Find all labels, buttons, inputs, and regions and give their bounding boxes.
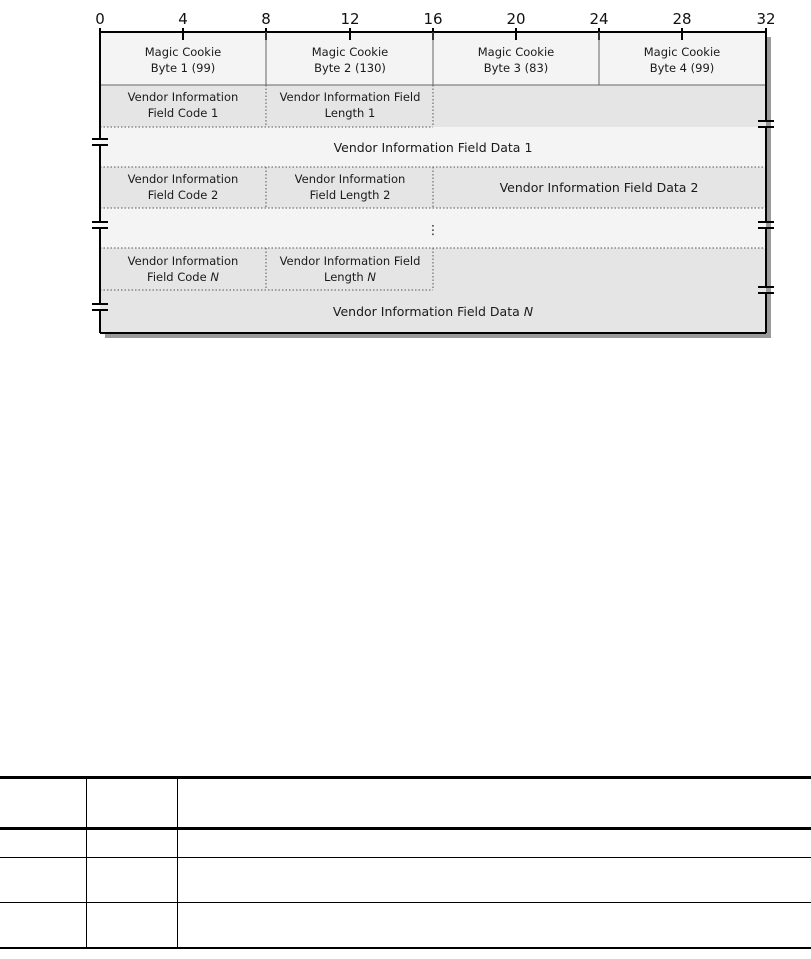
tick-label-24: 24 xyxy=(589,10,609,28)
field-length-n-line2-prefix: Length xyxy=(324,270,368,284)
field-length-2-line1: Vendor Information xyxy=(294,172,406,186)
field-length-1-line1: Vendor Information Field xyxy=(279,90,421,104)
tick-label-28: 28 xyxy=(672,10,692,28)
table-cell xyxy=(0,903,87,948)
table-cell xyxy=(87,858,178,903)
table-row xyxy=(0,903,811,948)
vertical-ellipsis: ⋮ xyxy=(426,222,440,237)
field-code-2-line2: Field Code 2 xyxy=(147,188,219,202)
table-cell xyxy=(0,829,87,858)
field-data-n xyxy=(333,304,534,319)
magic-cookie-byte-1-line1: Magic Cookie xyxy=(144,45,222,59)
magic-cookie-byte-1-line2: Byte 1 (99) xyxy=(150,61,216,75)
table-row xyxy=(0,829,811,858)
table-cell xyxy=(87,903,178,948)
tick-label-16: 16 xyxy=(423,10,443,28)
field-length-n-line2 xyxy=(324,270,376,284)
table-header-row xyxy=(0,778,811,829)
tick-label-12: 12 xyxy=(340,10,360,28)
field-length-2-line2: Field Length 2 xyxy=(309,188,391,202)
data-table xyxy=(0,776,811,949)
magic-cookie-byte-4-line2: Byte 4 (99) xyxy=(649,61,715,75)
table-cell xyxy=(178,903,811,948)
field-data-n-prefix: Vendor Information Field Data xyxy=(332,304,524,319)
magic-cookie-byte-2-line1: Magic Cookie xyxy=(311,45,389,59)
tick-label-20: 20 xyxy=(506,10,526,28)
table-header-cell xyxy=(87,778,178,829)
ruler-labels xyxy=(95,10,775,28)
tick-label-0: 0 xyxy=(95,10,105,28)
field-code-n-line2-prefix: Field Code xyxy=(147,270,211,284)
table-cell xyxy=(178,829,811,858)
field-length-n-line1: Vendor Information Field xyxy=(279,254,421,268)
field-code-n-line2 xyxy=(147,270,219,284)
field-code-1-line1: Vendor Information xyxy=(127,90,239,104)
table-header-cell xyxy=(0,778,87,829)
field-code-n-line1: Vendor Information xyxy=(127,254,239,268)
field-data-1: Vendor Information Field Data 1 xyxy=(333,140,533,155)
table-cell xyxy=(178,858,811,903)
magic-cookie-byte-3-line1: Magic Cookie xyxy=(477,45,555,59)
table-header-cell xyxy=(178,778,811,829)
vendor-info-format-diagram xyxy=(0,0,811,360)
magic-cookie-byte-4-line1: Magic Cookie xyxy=(643,45,721,59)
data-table-container xyxy=(0,776,811,959)
magic-cookie-byte-2-line2: Byte 2 (130) xyxy=(314,61,386,75)
table-cell xyxy=(87,829,178,858)
field-code-n-var: N xyxy=(210,270,219,284)
table-cell xyxy=(0,858,87,903)
field-length-n-var: N xyxy=(367,270,376,284)
tick-label-8: 8 xyxy=(261,10,271,28)
table-row xyxy=(0,858,811,903)
field-code-2-line1: Vendor Information xyxy=(127,172,239,186)
field-length-1-line2: Length 1 xyxy=(324,106,376,120)
tick-label-32: 32 xyxy=(756,10,776,28)
tick-label-4: 4 xyxy=(178,10,188,28)
field-data-2: Vendor Information Field Data 2 xyxy=(499,180,699,195)
field-code-1-line2: Field Code 1 xyxy=(147,106,219,120)
field-data-n-var: N xyxy=(523,304,534,319)
magic-cookie-byte-3-line2: Byte 3 (83) xyxy=(483,61,549,75)
